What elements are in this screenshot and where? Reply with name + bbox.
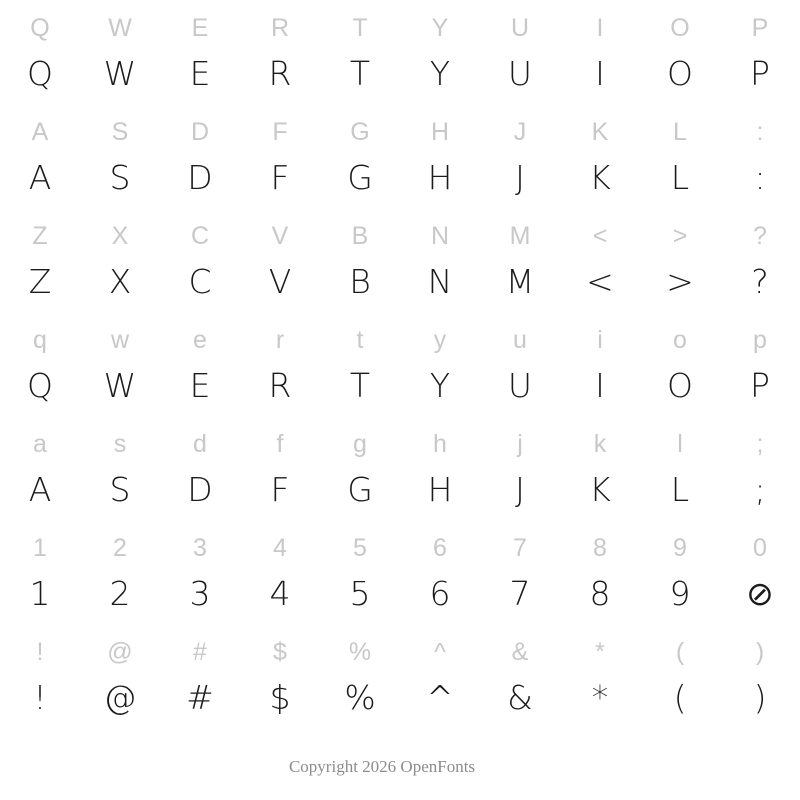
glyph-cell: J [515, 470, 525, 509]
key-label-row [0, 108, 800, 157]
key-label: 4 [273, 534, 287, 562]
key-label: H [430, 118, 450, 146]
glyph-row-pair [0, 108, 800, 205]
glyph-cell: L [670, 158, 690, 197]
glyph-cell: : [754, 158, 766, 197]
glyph-row-pair [0, 420, 800, 517]
glyph-cell: H [427, 470, 453, 509]
glyph-row-pair [0, 4, 800, 101]
key-label: C [190, 222, 210, 250]
glyph-cell: 2 [109, 574, 131, 613]
key-label: ( [675, 638, 685, 666]
glyph-cell: Q [27, 54, 53, 93]
glyph-cell: ) [753, 678, 767, 717]
key-label: P [751, 14, 769, 42]
glyph-row-pair [0, 628, 800, 725]
glyph-cell: Q [27, 366, 53, 405]
key-label: & [511, 638, 529, 666]
key-label: j [517, 430, 523, 458]
glyph-cell: D [187, 470, 213, 509]
key-label-row [0, 316, 800, 365]
glyph-cell: O [667, 54, 693, 93]
glyph-cell: ( [673, 678, 687, 717]
glyph-cell: ^ [426, 678, 454, 717]
key-label: $ [273, 638, 287, 666]
key-label: ) [755, 638, 765, 666]
key-label: B [351, 222, 369, 250]
key-label: N [430, 222, 450, 250]
key-label: 3 [193, 534, 207, 562]
glyph-cell: > [666, 262, 694, 301]
glyph-cell: S [109, 470, 131, 509]
key-label: Y [431, 14, 449, 42]
glyph-row-pair [0, 316, 800, 413]
glyph-cell: ⊘ [746, 574, 774, 613]
glyph-cell: I [595, 54, 605, 93]
glyph-cell: & [507, 678, 533, 717]
key-label: l [677, 430, 683, 458]
key-label: i [597, 326, 603, 354]
key-label: 5 [353, 534, 367, 562]
key-label: X [111, 222, 129, 250]
key-label: q [33, 326, 47, 354]
key-label: O [670, 14, 690, 42]
copyright-text: Copyright 2026 OpenFonts [288, 757, 476, 776]
glyph-cell: 7 [509, 574, 531, 613]
glyph-cell: % [344, 678, 376, 717]
key-label: a [33, 430, 47, 458]
key-label: 2 [113, 534, 127, 562]
key-label: S [111, 118, 129, 146]
key-label: 8 [593, 534, 607, 562]
glyph-row [0, 573, 800, 621]
glyph-cell: Z [28, 262, 52, 301]
key-label: s [113, 430, 127, 458]
glyph-cell: I [595, 366, 605, 405]
key-label: t [356, 326, 364, 354]
key-label: # [193, 638, 207, 666]
glyph-row [0, 157, 800, 205]
glyph-cell: U [507, 54, 533, 93]
glyph-cell: * [591, 678, 609, 717]
glyph-cell: B [349, 262, 371, 301]
key-label: k [593, 430, 607, 458]
glyph-cell: 4 [269, 574, 291, 613]
glyph-row [0, 53, 800, 101]
key-label-row [0, 420, 800, 469]
glyph-cell: Y [429, 366, 451, 405]
glyph-cell: A [28, 470, 52, 509]
glyph-cell: H [427, 158, 453, 197]
key-label: J [513, 118, 527, 146]
key-label: E [191, 14, 209, 42]
glyph-cell: $ [269, 678, 291, 717]
glyph-cell: W [103, 366, 137, 405]
glyph-cell: U [507, 366, 533, 405]
key-label: 1 [33, 534, 47, 562]
glyph-row [0, 261, 800, 309]
key-label: 0 [753, 534, 767, 562]
glyph-cell: 5 [349, 574, 371, 613]
glyph-cell: K [589, 470, 611, 509]
key-label: V [271, 222, 289, 250]
key-label: ! [36, 638, 44, 666]
key-label: g [353, 430, 367, 458]
glyph-row-pair [0, 524, 800, 621]
key-label: R [270, 14, 290, 42]
key-label: y [433, 326, 447, 354]
key-label-row [0, 628, 800, 677]
glyph-cell: C [188, 262, 212, 301]
glyph-cell: ! [33, 678, 47, 717]
glyph-cell: @ [103, 678, 137, 717]
glyph-cell: L [670, 470, 690, 509]
glyph-cell: O [667, 366, 693, 405]
glyph-cell: ; [754, 470, 766, 509]
key-label: % [348, 638, 372, 666]
glyph-cell: D [187, 158, 213, 197]
glyph-cell: 9 [669, 574, 691, 613]
key-label: r [275, 326, 285, 354]
glyph-cell: 1 [29, 574, 51, 613]
glyph-cell: R [268, 54, 292, 93]
key-label: W [108, 14, 132, 42]
key-label: L [673, 118, 687, 146]
glyph-cell: < [586, 262, 614, 301]
glyph-cell: R [268, 366, 292, 405]
key-label: > [672, 222, 688, 250]
key-label: d [193, 430, 207, 458]
key-label: A [31, 118, 49, 146]
key-label-row [0, 4, 800, 53]
key-label: @ [107, 638, 133, 666]
glyph-cell: ? [751, 262, 769, 301]
glyph-cell: F [270, 470, 290, 509]
key-label: Z [32, 222, 48, 250]
key-label: M [509, 222, 531, 250]
key-label: Q [30, 14, 50, 42]
glyph-cell: 8 [589, 574, 611, 613]
glyph-cell: P [750, 366, 770, 405]
glyph-cell: G [347, 158, 373, 197]
key-label: T [352, 14, 368, 42]
key-label: K [591, 118, 609, 146]
key-label: p [753, 326, 767, 354]
glyph-cell: X [108, 262, 132, 301]
glyph-row [0, 677, 800, 725]
key-label: * [595, 638, 605, 666]
glyph-cell: P [750, 54, 770, 93]
glyph-row [0, 365, 800, 413]
key-label: ? [753, 222, 767, 250]
key-label: ^ [434, 638, 446, 666]
glyph-cell: T [349, 54, 371, 93]
key-label: G [350, 118, 370, 146]
key-label: w [110, 326, 130, 354]
glyph-cell: J [515, 158, 525, 197]
glyph-row [0, 469, 800, 517]
glyph-cell: E [189, 366, 211, 405]
key-label: 7 [513, 534, 527, 562]
key-label-row [0, 524, 800, 573]
glyph-cell: # [186, 678, 214, 717]
key-label-row [0, 212, 800, 261]
glyph-cell: A [28, 158, 52, 197]
glyph-cell: V [268, 262, 292, 301]
key-label: u [513, 326, 527, 354]
key-label: I [596, 14, 604, 42]
key-label: D [190, 118, 210, 146]
glyph-cell: N [427, 262, 453, 301]
key-label: U [510, 14, 530, 42]
glyph-row-pair [0, 212, 800, 309]
key-label: e [193, 326, 207, 354]
key-label: < [592, 222, 608, 250]
glyph-cell: K [589, 158, 611, 197]
key-label: o [673, 326, 687, 354]
key-label: f [276, 430, 284, 458]
glyph-cell: T [349, 366, 371, 405]
key-label: h [433, 430, 447, 458]
key-label: 6 [433, 534, 447, 562]
glyph-cell: F [270, 158, 290, 197]
key-label: : [756, 118, 764, 146]
glyph-cell: E [189, 54, 211, 93]
footer [0, 757, 800, 777]
key-label: ; [756, 430, 764, 458]
glyph-cell: Y [429, 54, 451, 93]
key-label: F [272, 118, 288, 146]
glyph-cell: G [347, 470, 373, 509]
glyph-cell: 3 [189, 574, 211, 613]
glyph-cell: M [505, 262, 535, 301]
key-label: 9 [673, 534, 687, 562]
glyph-cell: S [109, 158, 131, 197]
glyph-cell: W [103, 54, 137, 93]
glyph-cell: 6 [429, 574, 451, 613]
